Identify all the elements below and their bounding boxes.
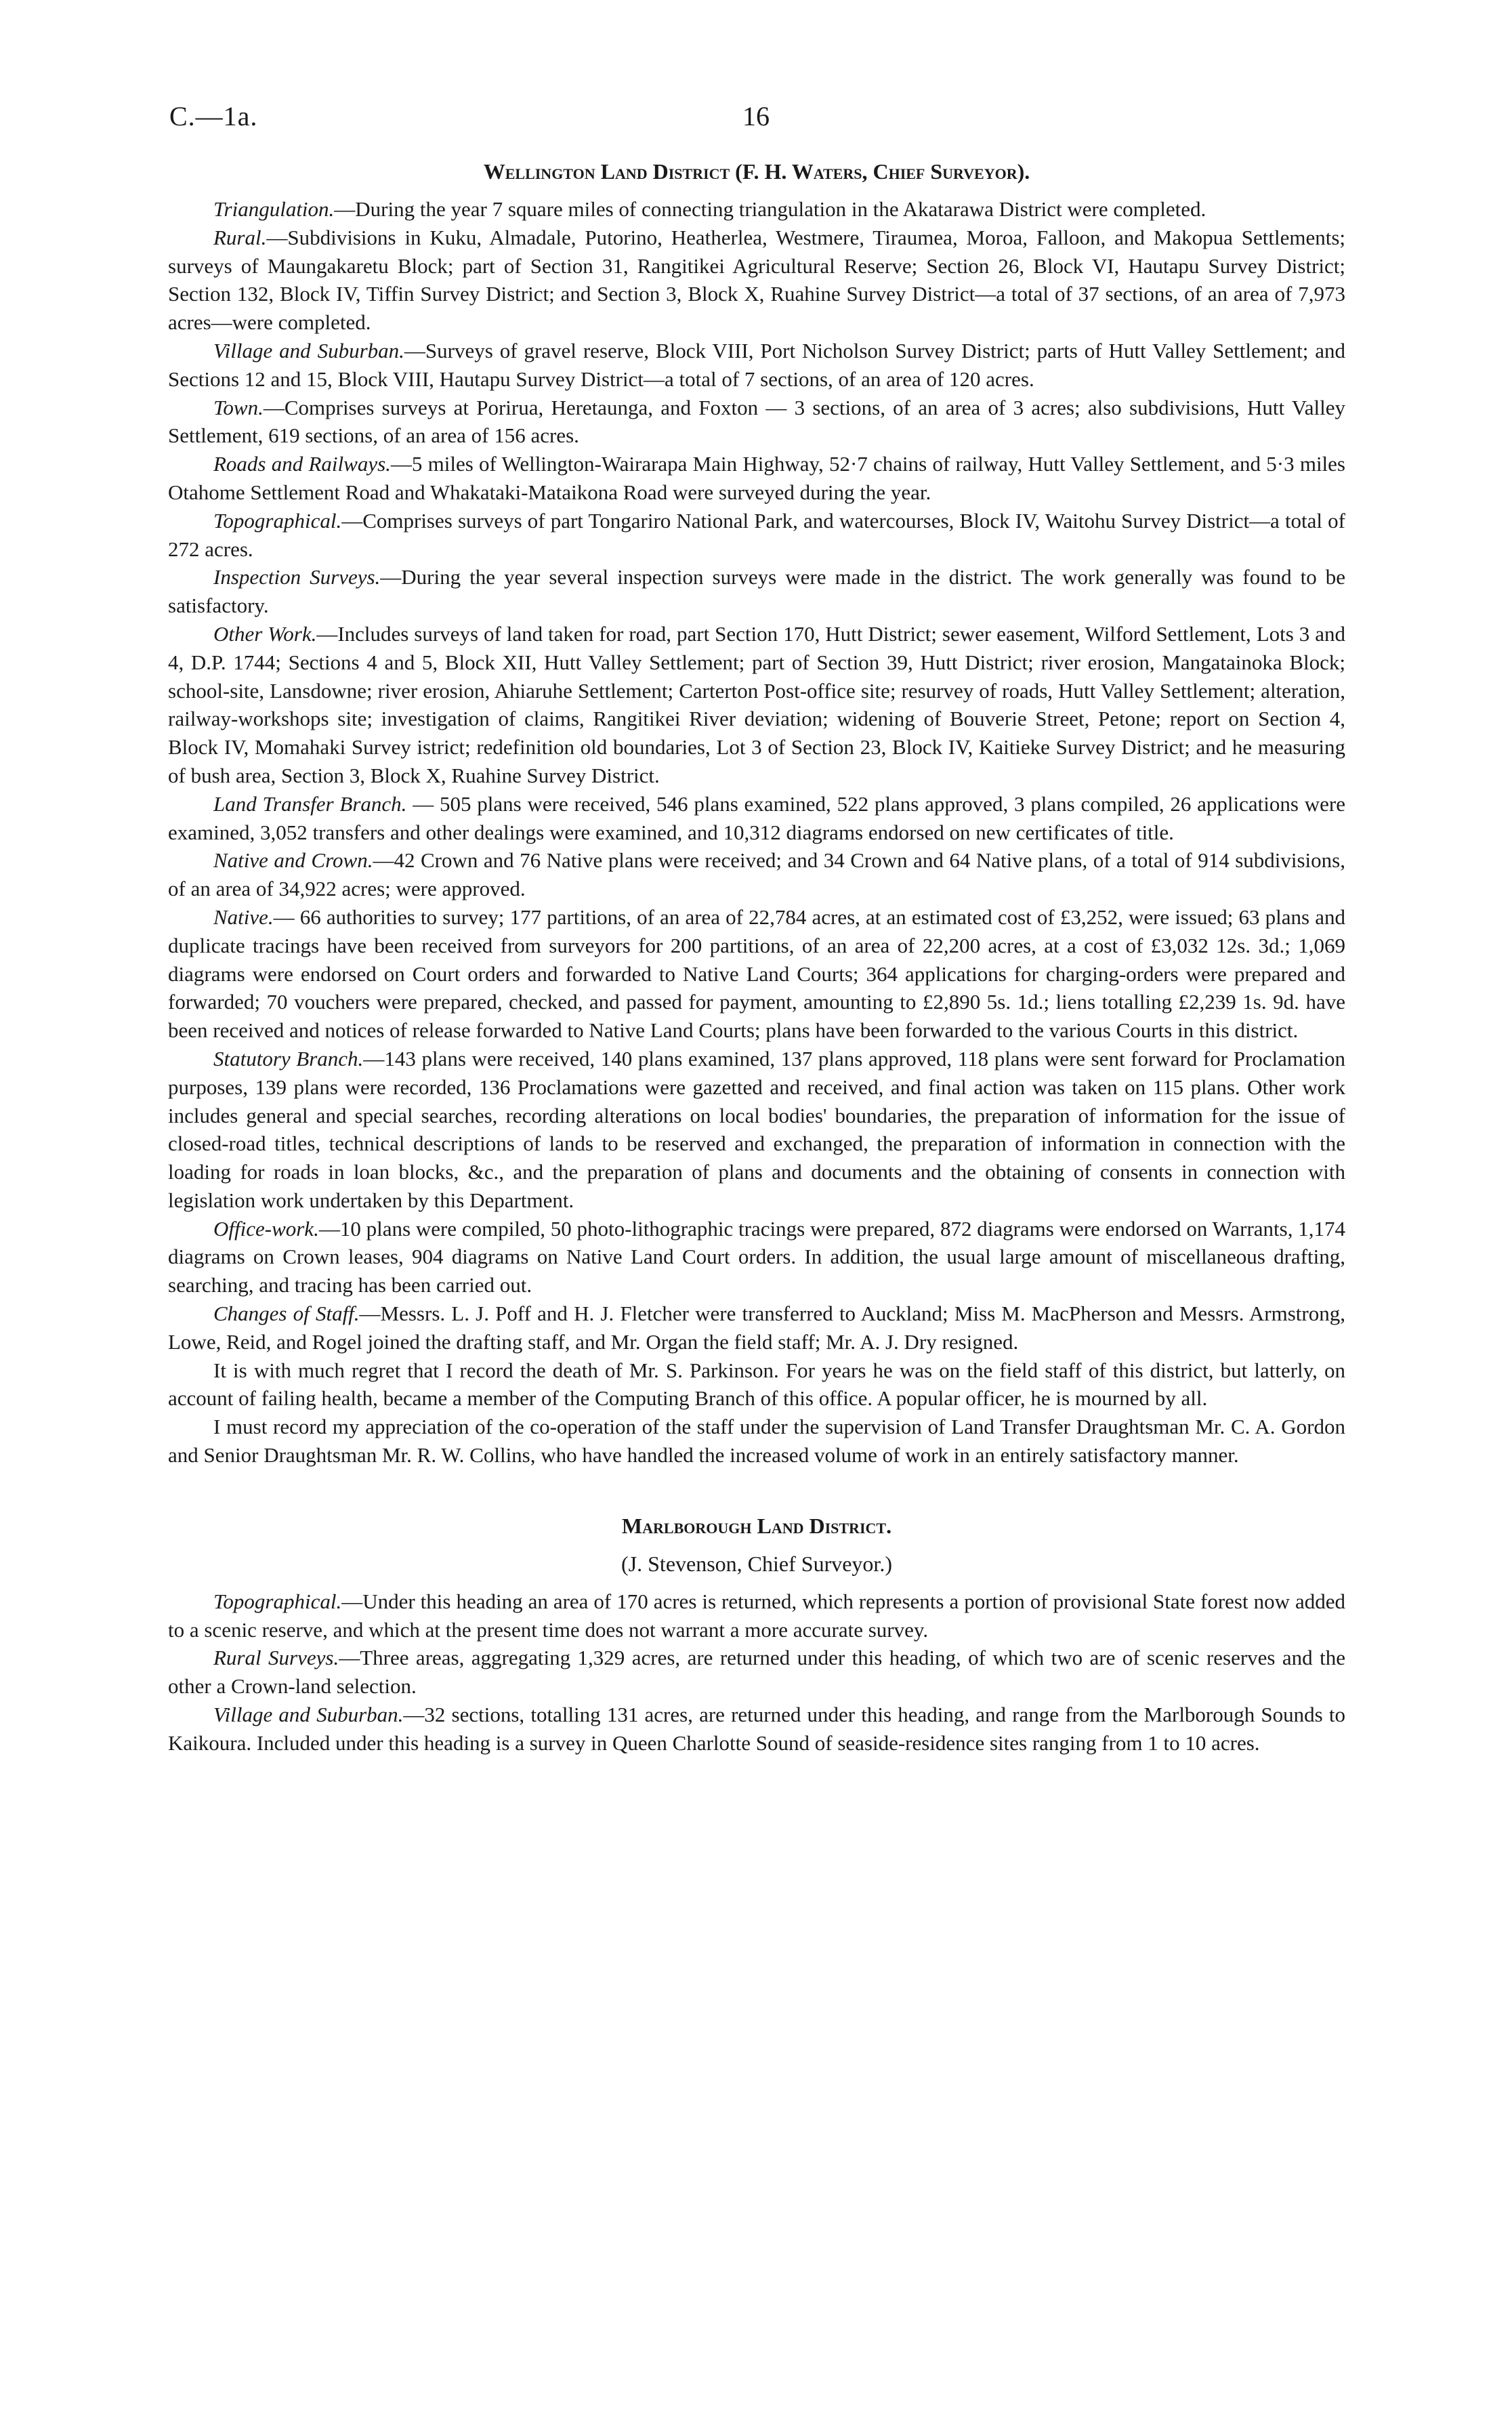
paragraph: Other Work.—Includes surveys of land taken for road, part Section 170, Hutt District; sewer easement, Wilford Settlement, Lots 3 and 4, D.P. 1744; Sections 4 and 5, Block XII, Hutt Valley Settlement; part of Section 39, Hutt District; river erosion, Mangatainoka Block; school-site, Lansdowne; river erosion, Ahiaruhe Settlement; Carterton Post-office site; resurvey of roads, Hutt Valley Settlement; alteration, railway-workshops site; investigation of claims, Rangitikei River deviation; widening of Bouverie Street, Petone; report on Section 4, Block IV, Momahaki Survey istrict; redefinition old boundaries, Lot 3 of Section 23, Block IV, Kaitieke Survey District; and he measuring of bush area, Section 3, Block X, Ruahine Survey District. (168, 621, 1345, 787)
text-column (168, 157, 1345, 1758)
paragraph: Statutory Branch.—143 plans were received, 140 plans examined, 137 plans approved, 118 plans were sent forward for Proclamation purposes, 139 plans were recorded, 136 Proclamations were gazetted and received, and final action was taken on 115 plans. Other work includes general and special searches, recording alterations on local bodies' boundaries, the preparation of information for the issue of closed-road titles, technical descriptions of lands to be reserved and exchanged, the preparation of information in connection with the loading for roads in loan blocks, &c., and the preparation of plans and documents and the obtaining of consents in connection with legislation work undertaken by this Department. (168, 1046, 1345, 1212)
paragraph: I must record my appreciation of the co-operation of the staff under the supervision of Land Transfer Draughtsman Mr. C. A. Gordon and Senior Draughtsman Mr. R. W. Collins, who have handled the increased volume of work in an entirely satisfactory manner. (168, 1415, 1345, 1468)
page-number: 16 (742, 101, 770, 131)
paragraph: Rural.—Subdivisions in Kuku, Almadale, Putorino, Heatherlea, Westmere, Tiraumea, Moroa, Falloon, and Makopua Settlements; surveys of Maungakaretu Block; part of Section 31, Rangitikei Agricultural Reserve; Section 26, Block VI, Hautapu Survey District; Section 132, Block IV, Tiffin Survey District; and Section 3, Block X, Ruahine Survey District—a total of 37 sections, of an area of 7,973 acres—were completed. (168, 225, 1345, 335)
paragraph: Village and Suburban.—32 sections, totalling 131 acres, are returned under this heading, and range from the Marlborough Sounds to Kaikoura. Included under this heading is a survey in Queen Charlotte Sound of seaside-residence sites ranging from 1 to 10 acres. (168, 1703, 1346, 1755)
marlborough-body (168, 1587, 1345, 1758)
paragraph: Changes of Staff.—Messrs. L. J. Poff and H. J. Fletcher were transferred to Auckland; Miss M. MacPherson and Messrs. Armstrong, Lowe, Reid, and Rogel joined the drafting staff, and Mr. Organ the field staff; Mr. A. J. Dry resigned. (168, 1302, 1345, 1354)
paragraph: Town.—Comprises surveys at Porirua, Heretaunga, and Foxton — 3 sections, of an area of 3 acres; also subdivisions, Hutt Valley Settlement, 619 sections, of an area of 156 acres. (168, 395, 1345, 448)
paragraph: It is with much regret that I record the death of Mr. S. Parkinson. For years he was on the field staff of this district, but latterly, on account of failing health, became a member of the Computing Branch of this office. A popular officer, he is mourned by all. (168, 1358, 1345, 1411)
paragraph: Native and Crown.—42 Crown and 76 Native plans were received; and 34 Crown and 64 Native plans, of a total of 914 subdivisions, of an area of 34,922 acres; were approved. (168, 848, 1345, 901)
section-subheading-marlborough: (J. Stevenson, Chief Surveyor.) (621, 1551, 892, 1576)
section-heading-wellington: Wellington Land District (F. H. Waters, Chief Surveyor). (483, 159, 1030, 184)
paragraph: Village and Suburban.—Surveys of gravel reserve, Block VIII, Port Nicholson Survey District; parts of Hutt Valley Settlement; and Sections 12 and 15, Block VIII, Hautapu Survey District—a total of 7 sections, of an area of 120 acres. (168, 338, 1345, 391)
paragraph: Native.— 66 authorities to survey; 177 partitions, of an area of 22,784 acres, at an estimated cost of £3,252, were issued; 63 plans and duplicate tracings have been received from surveyors for 200 partitions, of an area of 22,200 acres, at a cost of £3,032 12s. 3d.; 1,069 diagrams were endorsed on Court orders and forwarded to Native Land Courts; 364 applications for charging-orders were prepared and forwarded; 70 vouchers were prepared, checked, and passed for payment, amounting to £2,890 5s. 1d.; liens totalling £2,239 1s. 9d. have been received and notices of release forwarded to Native Land Courts; plans have been forwarded to the various Courts in this district. (168, 904, 1345, 1043)
paragraph: Office-work.—10 plans were compiled, 50 photo-lithographic tracings were prepared, 872 diagrams were endorsed on Warrants, 1,174 diagrams on Crown leases, 904 diagrams on Native Land Court orders. In addition, the usual large amount of miscellaneous drafting, searching, and tracing has been carried out. (168, 1216, 1345, 1297)
wellington-body (168, 195, 1345, 1470)
paragraph: Rural Surveys.—Three areas, aggregating 1,329 acres, are returned under this heading, of which two are of scenic reserves and the other a Crown-land selection. (168, 1646, 1345, 1699)
paragraph: Topographical.—Comprises surveys of part Tongariro National Park, and watercourses, Block IV, Waitohu Survey District—a total of 272 acres. (168, 508, 1345, 561)
paragraph: Triangulation.—During the year 7 square miles of connecting triangulation in the Akatarawa District were completed. (213, 197, 1206, 221)
section-heading-marlborough: Marlborough Land District. (621, 1513, 892, 1538)
paragraph: Topographical.—Under this heading an area of 170 acres is returned, which represents a portion of provisional State forest now added to a scenic reserve, and which at the present time does not warrant a more accurate survey. (168, 1589, 1345, 1642)
document-reference: C.—1a. (169, 101, 258, 131)
paragraph: Inspection Surveys.—During the year several inspection surveys were made in the district. The work generally was found to be satisfactory. (168, 565, 1345, 618)
paragraph: Roads and Railways.—5 miles of Wellington-Wairarapa Main Highway, 52·7 chains of railway, Hutt Valley Settlement, and 5·3 miles Otahome Settlement Road and Whakataki-Mataikona Road were surveyed during the year. (168, 452, 1345, 504)
paragraph: Land Transfer Branch. — 505 plans were received, 546 plans examined, 522 plans approved, 3 plans compiled, 26 applications were examined, 3,052 transfers and other dealings were examined, and 10,312 diagrams endorsed on new certificates of title. (168, 791, 1345, 844)
